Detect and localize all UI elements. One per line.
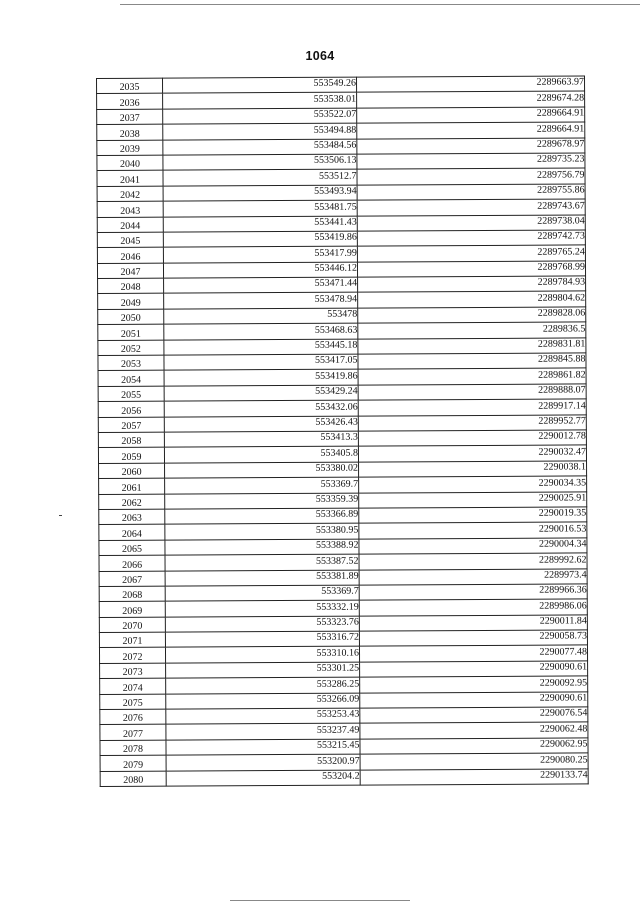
x-coordinate-cell (165, 508, 359, 524)
y-coordinate-value: 2289664.91 (536, 107, 585, 119)
point-id-cell: 2072 (99, 648, 165, 664)
y-coordinate-value: 2289664.91 (536, 123, 585, 135)
y-coordinate-value: 2290038.1 (543, 461, 587, 473)
x-coordinate-value: 553413.3 (320, 432, 358, 444)
table-body (97, 76, 589, 787)
y-coordinate-value: 2290032.47 (538, 446, 586, 458)
x-coordinate-value: 553380.02 (315, 462, 359, 475)
x-coordinate-value: 553237.49 (316, 724, 360, 736)
y-coordinate-value: 2290090.61 (539, 692, 588, 704)
x-coordinate-cell (163, 246, 357, 262)
y-coordinate-value: 2289973.4 (544, 569, 587, 581)
point-id-cell: 2054 (98, 371, 164, 387)
x-coordinate-value: 553494.88 (313, 124, 357, 136)
y-coordinate-cell (357, 168, 585, 185)
point-id-cell: 2059 (98, 448, 164, 464)
y-coordinate-value: 2290062.95 (539, 738, 588, 750)
x-coordinate-value: 553432.06 (315, 401, 358, 413)
x-coordinate-value: 553323.76 (316, 616, 359, 628)
y-coordinate-value: 2290076.54 (539, 707, 588, 720)
point-id-cell: 2040 (97, 155, 163, 171)
x-coordinate-value: 553417.99 (314, 247, 357, 259)
bottom-border-line (230, 900, 410, 901)
x-coordinate-cell (164, 370, 358, 386)
y-coordinate-value: 2289784.93 (537, 276, 586, 289)
point-id-cell: 2064 (99, 524, 165, 540)
y-coordinate-cell (359, 553, 587, 570)
x-coordinate-value: 553471.44 (314, 278, 358, 290)
y-coordinate-value: 2290004.34 (538, 538, 587, 550)
point-id-cell: 2057 (98, 417, 164, 433)
x-coordinate-cell (165, 523, 359, 539)
point-id-cell: 2041 (97, 170, 163, 186)
x-coordinate-value: 553366.89 (315, 508, 359, 521)
y-coordinate-cell (359, 522, 587, 539)
x-coordinate-value: 553286.25 (316, 678, 360, 690)
x-coordinate-value: 553512.7 (318, 170, 357, 182)
y-coordinate-cell (357, 138, 585, 155)
point-id-cell: 2050 (98, 309, 164, 325)
y-coordinate-cell (359, 645, 587, 662)
point-id-cell: 2058 (98, 432, 164, 448)
y-coordinate-value: 2289917.14 (538, 400, 586, 412)
y-coordinate-cell (357, 245, 585, 262)
y-coordinate-cell (358, 307, 586, 324)
x-coordinate-value: 553419.86 (315, 370, 358, 382)
x-coordinate-value: 553506.13 (313, 154, 357, 167)
y-coordinate-value: 2289804.62 (537, 292, 586, 304)
point-id-cell: 2073 (100, 663, 166, 679)
x-coordinate-cell (165, 585, 359, 601)
x-coordinate-cell (163, 93, 357, 109)
y-coordinate-cell (359, 461, 587, 478)
y-coordinate-cell (360, 753, 588, 770)
point-id-cell: 2065 (99, 540, 165, 556)
x-coordinate-cell (165, 616, 359, 632)
x-coordinate-value: 553445.18 (314, 339, 358, 351)
x-coordinate-value: 553204.2 (322, 770, 360, 782)
y-coordinate-cell (359, 507, 587, 524)
point-id-cell: 2061 (99, 478, 165, 494)
y-coordinate-value: 2289678.97 (536, 138, 585, 150)
point-id-cell: 2036 (97, 94, 163, 110)
x-coordinate-value: 553446.12 (314, 262, 358, 274)
y-coordinate-cell (357, 261, 585, 278)
y-coordinate-value: 2289663.97 (536, 76, 585, 89)
y-coordinate-cell (360, 769, 588, 786)
y-coordinate-cell (357, 199, 585, 216)
x-coordinate-value: 553200.97 (317, 755, 360, 767)
y-coordinate-value: 2289756.79 (536, 169, 585, 181)
x-coordinate-value: 553388.92 (315, 539, 359, 551)
point-id-cell: 2044 (97, 217, 163, 233)
y-coordinate-value: 2290058.73 (539, 630, 587, 643)
point-id-cell: 2075 (100, 694, 166, 710)
x-coordinate-cell (164, 323, 358, 339)
x-coordinate-value: 553426.43 (315, 416, 358, 428)
x-coordinate-cell (163, 169, 357, 185)
y-coordinate-value: 2289738.04 (537, 215, 585, 227)
x-coordinate-value: 553538.01 (313, 93, 357, 105)
point-id-cell: 2074 (100, 678, 166, 694)
point-id-cell: 2045 (97, 232, 163, 248)
y-coordinate-value: 2289836.5 (542, 323, 586, 335)
y-coordinate-value: 2290077.48 (539, 646, 588, 658)
x-coordinate-cell (166, 770, 360, 786)
y-coordinate-cell (358, 445, 586, 462)
y-coordinate-value: 2289966.36 (539, 584, 587, 596)
x-coordinate-cell (165, 570, 359, 586)
x-coordinate-cell (165, 631, 359, 647)
y-coordinate-cell (356, 76, 584, 93)
x-coordinate-value: 553549.26 (313, 78, 357, 90)
point-id-cell: 2055 (98, 386, 164, 402)
point-id-cell: 2060 (99, 463, 165, 479)
point-id-cell: 2047 (97, 263, 163, 279)
x-coordinate-value: 553253.43 (316, 709, 360, 721)
point-id-cell: 2062 (99, 494, 165, 510)
y-coordinate-cell (357, 91, 585, 108)
y-coordinate-cell (359, 538, 587, 555)
x-coordinate-value: 553387.52 (316, 555, 359, 567)
y-coordinate-cell (360, 707, 588, 724)
y-coordinate-value: 2289986.06 (539, 600, 587, 612)
x-coordinate-cell (163, 139, 357, 155)
y-coordinate-value: 2289831.81 (537, 338, 586, 350)
x-coordinate-value: 553301.25 (316, 662, 360, 675)
x-coordinate-value: 553481.75 (314, 201, 357, 213)
x-coordinate-cell (163, 231, 357, 247)
y-coordinate-cell (360, 661, 588, 678)
point-id-cell: 2046 (97, 247, 163, 263)
x-coordinate-cell (164, 339, 358, 355)
page-number: 1064 (305, 49, 335, 63)
point-id-cell: 2039 (97, 140, 163, 156)
x-coordinate-cell (164, 400, 358, 416)
point-id-cell: 2038 (97, 124, 163, 140)
x-coordinate-cell (166, 739, 360, 755)
x-coordinate-cell (164, 277, 358, 293)
point-id-cell: 2051 (98, 324, 164, 340)
coordinate-table (96, 75, 589, 787)
point-id-cell: 2066 (99, 555, 165, 571)
point-id-cell: 2079 (100, 755, 166, 771)
x-coordinate-cell (166, 693, 360, 709)
y-coordinate-value: 2290080.25 (540, 754, 588, 766)
x-coordinate-cell (165, 600, 359, 616)
x-coordinate-cell (163, 154, 357, 170)
point-id-cell: 2067 (99, 571, 165, 587)
x-coordinate-cell (164, 293, 358, 309)
y-coordinate-cell (359, 568, 587, 585)
x-coordinate-cell (166, 724, 360, 740)
x-coordinate-value: 553332.19 (316, 601, 359, 613)
y-coordinate-cell (357, 153, 585, 170)
x-coordinate-cell (163, 200, 357, 216)
y-coordinate-value: 2290011.84 (539, 615, 587, 627)
y-coordinate-value: 2289768.99 (537, 261, 586, 273)
x-coordinate-cell (166, 708, 360, 724)
y-coordinate-value: 2289888.07 (538, 384, 586, 396)
x-coordinate-value: 553493.94 (314, 185, 357, 197)
point-id-cell: 2053 (98, 355, 164, 371)
x-coordinate-cell (164, 431, 358, 447)
y-coordinate-value: 2290034.35 (538, 476, 587, 489)
y-coordinate-cell (357, 214, 585, 231)
x-coordinate-value: 553369.7 (320, 478, 359, 490)
y-coordinate-value: 2290090.61 (539, 661, 588, 673)
x-coordinate-value: 553478.94 (314, 293, 358, 305)
y-coordinate-value: 2289765.24 (537, 246, 585, 258)
y-coordinate-cell (357, 184, 585, 201)
point-id-cell: 2077 (100, 725, 166, 741)
y-coordinate-cell (358, 291, 586, 308)
point-id-cell: 2056 (98, 401, 164, 417)
point-id-cell: 2068 (99, 586, 165, 602)
x-coordinate-value: 553359.39 (315, 493, 359, 505)
point-id-cell: 2043 (97, 201, 163, 217)
y-coordinate-cell (358, 322, 586, 339)
y-coordinate-value: 2289742.73 (537, 230, 585, 242)
y-coordinate-cell (360, 722, 588, 739)
y-coordinate-cell (358, 368, 586, 385)
x-coordinate-value: 553215.45 (316, 739, 360, 752)
y-coordinate-value: 2289828.06 (537, 307, 586, 319)
x-coordinate-value: 553484.56 (313, 139, 357, 151)
x-coordinate-cell (165, 539, 359, 555)
point-id-cell: 2069 (99, 601, 165, 617)
x-coordinate-cell (164, 308, 358, 324)
y-coordinate-cell (360, 692, 588, 709)
x-coordinate-cell (165, 647, 359, 663)
point-id-cell: 2070 (99, 617, 165, 633)
point-id-cell: 2048 (98, 278, 164, 294)
y-coordinate-cell (359, 630, 587, 647)
x-coordinate-cell (163, 77, 357, 93)
x-coordinate-value: 553417.05 (314, 355, 358, 367)
x-coordinate-cell (166, 662, 360, 678)
y-coordinate-value: 2289735.23 (536, 153, 585, 166)
y-coordinate-value: 2289992.62 (538, 553, 587, 566)
x-coordinate-cell (165, 554, 359, 570)
x-coordinate-cell (165, 493, 359, 509)
y-coordinate-cell (358, 276, 586, 293)
y-coordinate-value: 2289755.86 (537, 184, 585, 196)
y-coordinate-value: 2289861.82 (538, 369, 586, 381)
x-coordinate-cell (166, 754, 360, 770)
y-coordinate-cell (358, 384, 586, 401)
x-coordinate-cell (163, 108, 357, 124)
x-coordinate-value: 553369.7 (321, 585, 359, 598)
x-coordinate-cell (164, 416, 358, 432)
y-coordinate-cell (357, 107, 585, 124)
point-id-cell: 2052 (98, 340, 164, 356)
point-id-cell: 2076 (100, 709, 166, 725)
y-coordinate-cell (358, 353, 586, 370)
point-id-cell: 2037 (97, 109, 163, 125)
x-coordinate-cell (164, 385, 358, 401)
stray-mark (59, 515, 62, 516)
x-coordinate-value: 553316.72 (316, 632, 359, 644)
x-coordinate-cell (163, 262, 357, 278)
y-coordinate-value: 2289743.67 (537, 199, 585, 212)
y-coordinate-value: 2290012.78 (538, 430, 586, 443)
y-coordinate-value: 2290025.91 (538, 492, 587, 504)
y-coordinate-cell (360, 676, 588, 693)
y-coordinate-value: 2289674.28 (536, 92, 585, 104)
y-coordinate-value: 2290092.95 (539, 677, 588, 689)
x-coordinate-value: 553310.16 (316, 647, 360, 659)
x-coordinate-cell (164, 447, 358, 463)
x-coordinate-cell (165, 477, 359, 493)
x-coordinate-cell (163, 123, 357, 139)
x-coordinate-value: 553419.86 (314, 231, 357, 244)
y-coordinate-cell (359, 491, 587, 508)
y-coordinate-value: 2290062.48 (539, 723, 588, 735)
y-coordinate-cell (360, 738, 588, 755)
y-coordinate-value: 2290133.74 (540, 769, 588, 781)
x-coordinate-value: 553429.24 (315, 385, 358, 398)
point-id-cell: 2071 (99, 632, 165, 648)
point-id-cell: 2035 (97, 78, 163, 94)
point-id-cell: 2049 (98, 294, 164, 310)
x-coordinate-value: 553468.63 (314, 324, 358, 336)
x-coordinate-cell (165, 462, 359, 478)
y-coordinate-value: 2290019.35 (538, 507, 587, 520)
y-coordinate-cell (358, 399, 586, 416)
x-coordinate-value: 553522.07 (313, 108, 357, 121)
point-id-cell: 2042 (97, 186, 163, 202)
y-coordinate-cell (357, 122, 585, 139)
y-coordinate-cell (359, 599, 587, 616)
y-coordinate-cell (359, 476, 587, 493)
y-coordinate-value: 2289952.77 (538, 415, 586, 427)
x-coordinate-value: 553381.89 (316, 570, 359, 582)
y-coordinate-cell (357, 230, 585, 247)
x-coordinate-cell (166, 677, 360, 693)
top-border-line (120, 4, 640, 5)
x-coordinate-value: 553380.95 (315, 524, 359, 536)
x-coordinate-value: 553478 (327, 308, 358, 321)
x-coordinate-cell (164, 354, 358, 370)
x-coordinate-cell (163, 185, 357, 201)
y-coordinate-cell (359, 615, 587, 632)
x-coordinate-value: 553405.8 (320, 447, 358, 459)
point-id-cell: 2063 (99, 509, 165, 525)
y-coordinate-value: 2289845.88 (537, 353, 586, 366)
x-coordinate-cell (163, 216, 357, 232)
x-coordinate-value: 553441.43 (314, 216, 357, 228)
y-coordinate-cell (358, 338, 586, 355)
x-coordinate-value: 553266.09 (316, 693, 360, 705)
point-id-cell: 2078 (100, 740, 166, 756)
y-coordinate-cell (359, 584, 587, 601)
y-coordinate-cell (358, 430, 586, 447)
y-coordinate-value: 2290016.53 (538, 523, 587, 535)
table-row (100, 769, 588, 787)
point-id-cell: 2080 (100, 771, 166, 787)
coordinate-table-container (96, 75, 588, 787)
y-coordinate-cell (358, 415, 586, 432)
